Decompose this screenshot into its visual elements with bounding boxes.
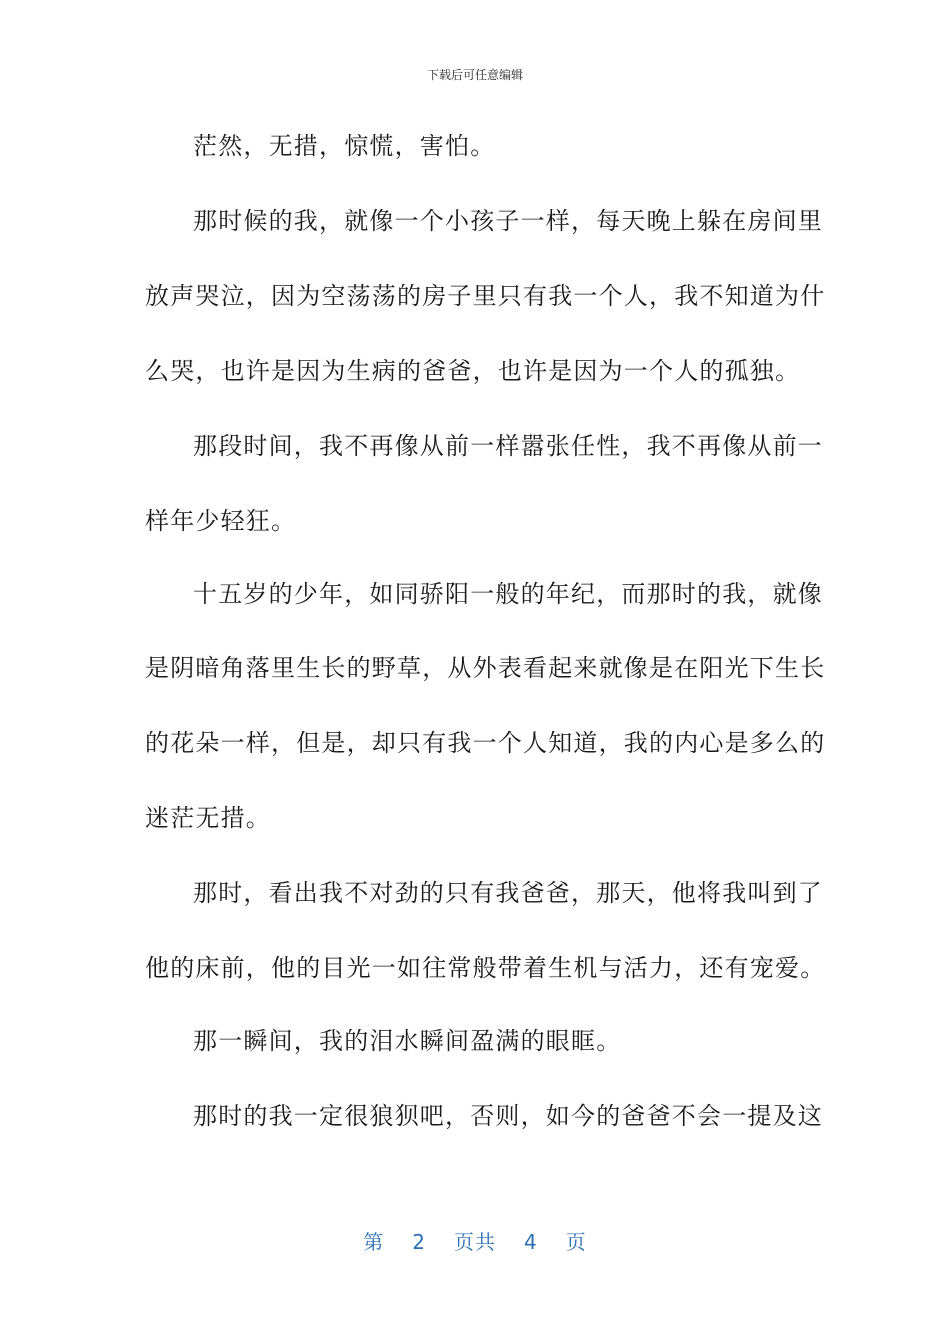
total-pages-number: 4 (524, 1230, 538, 1254)
header-note: 下载后可任意编辑 (426, 68, 523, 82)
paragraph-line: 那时的我一定很狼狈吧，否则，如今的爸爸不会一提及这 (193, 1102, 823, 1130)
paragraph-line: 那时，看出我不对劲的只有我爸爸，那天，他将我叫到了 (193, 879, 823, 907)
footer-suffix: 页 (565, 1230, 587, 1254)
paragraph-line: 那段时间，我不再像从前一样嚣张任性，我不再像从前一 (193, 432, 823, 460)
paragraph-line: 他的床前，他的目光一如往常般带着生机与活力，还有宠爱。 (145, 954, 826, 982)
paragraph-line: 么哭，也许是因为生病的爸爸，也许是因为一个人的孤独。 (145, 357, 801, 385)
current-page-number: 2 (412, 1230, 426, 1254)
paragraph-line: 那时候的我，就像一个小孩子一样，每天晚上躲在房间里 (193, 207, 823, 235)
paragraph-line: 是阴暗角落里生长的野草，从外表看起来就像是在阳光下生长 (145, 654, 826, 682)
page-footer (0, 1226, 950, 1255)
paragraph-line: 十五岁的少年，如同骄阳一般的年纪，而那时的我，就像 (193, 580, 823, 608)
paragraph-line: 那一瞬间，我的泪水瞬间盈满的眼眶。 (193, 1027, 622, 1055)
footer-middle: 页共 (454, 1230, 496, 1254)
footer-prefix: 第 (363, 1230, 385, 1254)
paragraph-line: 样年少轻狂。 (145, 507, 297, 535)
paragraph-line: 放声哭泣，因为空荡荡的房子里只有我一个人，我不知道为什 (145, 282, 826, 310)
paragraph-line: 迷茫无措。 (145, 804, 271, 832)
paragraph-line: 茫然，无措，惊慌，害怕。 (193, 132, 496, 160)
paragraph-line: 的花朵一样，但是，却只有我一个人知道，我的内心是多么的 (145, 729, 826, 757)
